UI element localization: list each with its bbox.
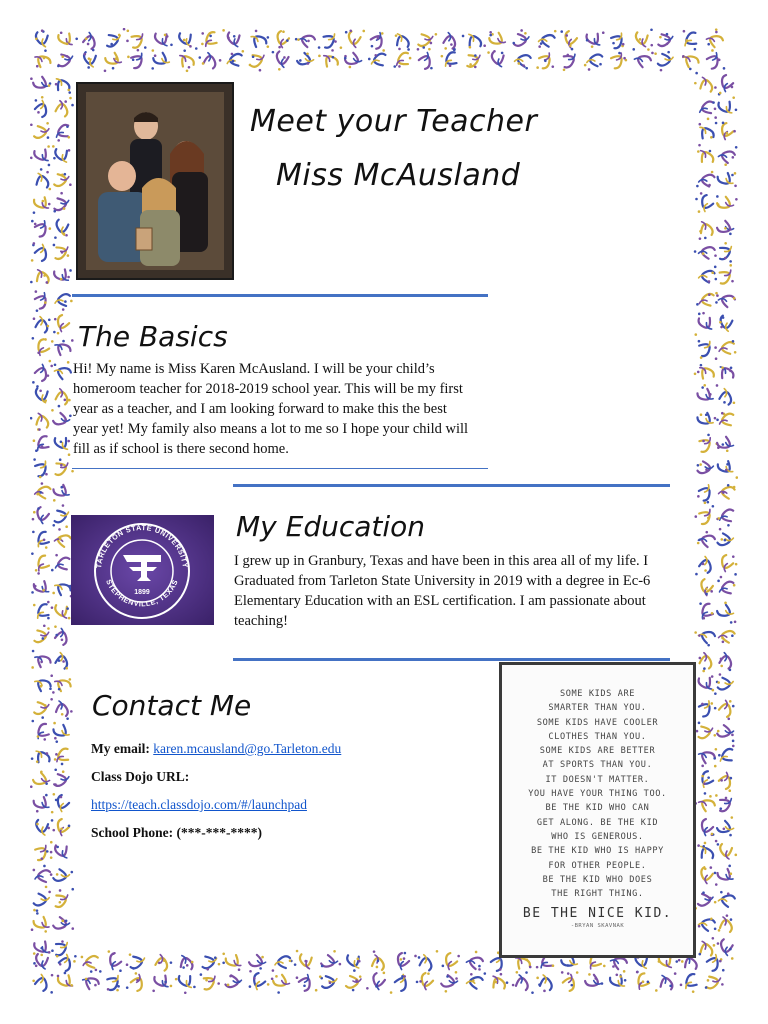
basics-line: year as a teacher, and I am looking forward to make this the best bbox=[73, 401, 447, 417]
email-row: My email: karen.mcausland@go.Tarleton.edu bbox=[91, 741, 342, 756]
logo-text-bottom: STEPHENVILLE, TEXAS bbox=[104, 578, 180, 609]
dojo-link-row bbox=[91, 797, 307, 813]
poster-big-line: BE THE NICE KID. bbox=[522, 906, 673, 922]
divider-rule bbox=[233, 484, 670, 487]
phone-label: School Phone: bbox=[91, 825, 174, 840]
education-heading: My Education bbox=[236, 510, 426, 543]
basics-heading: The Basics bbox=[78, 320, 228, 353]
poster-line: SMARTER THAN YOU. bbox=[548, 703, 647, 714]
family-photo bbox=[76, 82, 234, 280]
email-label: My email bbox=[91, 741, 146, 756]
poster-line: WHO IS GENEROUS. bbox=[551, 831, 644, 842]
poster-line: AT SPORTS THAN YOU. bbox=[542, 760, 653, 771]
basics-line: fill as if school is there second home. bbox=[73, 441, 289, 457]
education-paragraph bbox=[234, 551, 674, 631]
poster-line: CLOTHES THAN YOU. bbox=[548, 731, 647, 742]
education-line: teaching! bbox=[234, 613, 288, 629]
divider-thin bbox=[72, 468, 488, 469]
logo-year: 1899 bbox=[134, 589, 150, 596]
poster-author: -BRYAN SKAVNAK bbox=[570, 922, 625, 929]
basics-line: year yet! My family also means a lot to me so I hope your child will bbox=[73, 421, 469, 437]
poster-line: BE THE KID WHO DOES bbox=[542, 874, 653, 885]
education-line: Elementary Education with an ESL certification. I am passionate about bbox=[234, 593, 646, 609]
poster-line: YOU HAVE YOUR THING TOO. bbox=[528, 789, 667, 800]
nice-kid-poster bbox=[499, 662, 696, 958]
dojo-row bbox=[91, 769, 189, 785]
poster-line: GET ALONG. BE THE KID bbox=[536, 817, 659, 828]
poster-line: BE THE KID WHO IS HAPPY bbox=[531, 846, 664, 857]
poster-line: THE RIGHT THING. bbox=[551, 889, 644, 900]
contact-heading: Contact Me bbox=[92, 689, 252, 722]
education-line: I grew up in Granbury, Texas and have been in this area all of my life. I bbox=[234, 553, 649, 569]
phone-row bbox=[91, 825, 262, 841]
poster-line: IT DOESN'T MATTER. bbox=[545, 774, 650, 785]
university-logo bbox=[71, 515, 214, 625]
email-link[interactable]: karen.mcausland@go.Tarleton.edu bbox=[153, 741, 342, 756]
poster-line: SOME KIDS ARE BETTER bbox=[539, 746, 656, 757]
page-title: Meet your Teacher bbox=[250, 104, 538, 139]
divider-rule bbox=[233, 658, 670, 661]
poster-line: FOR OTHER PEOPLE. bbox=[548, 860, 647, 871]
poster-line: SOME KIDS ARE bbox=[559, 689, 636, 699]
teacher-name: Miss McAusland bbox=[276, 158, 521, 193]
divider-rule bbox=[72, 294, 488, 297]
basics-paragraph bbox=[73, 359, 493, 459]
poster-text bbox=[502, 687, 693, 931]
basics-line: homeroom teacher for 2018-2019 school year. This will be my first bbox=[73, 381, 463, 397]
dojo-label: Class Dojo URL: bbox=[91, 769, 190, 784]
education-line: Graduated from Tarleton State University in 2019 with a degree in Ec-6 bbox=[234, 573, 651, 589]
logo-text-top: TARLETON STATE UNIVERSITY bbox=[94, 522, 190, 569]
dojo-link[interactable]: https://teach.classdojo.com/#/launchpad bbox=[91, 797, 307, 812]
basics-line: Hi! My name is Miss Karen McAusland. I will be your child’s bbox=[73, 361, 435, 377]
poster-line: SOME KIDS HAVE COOLER bbox=[536, 717, 659, 728]
poster-line: BE THE KID WHO CAN bbox=[545, 803, 650, 814]
phone-value: (***-***-****) bbox=[176, 825, 262, 840]
